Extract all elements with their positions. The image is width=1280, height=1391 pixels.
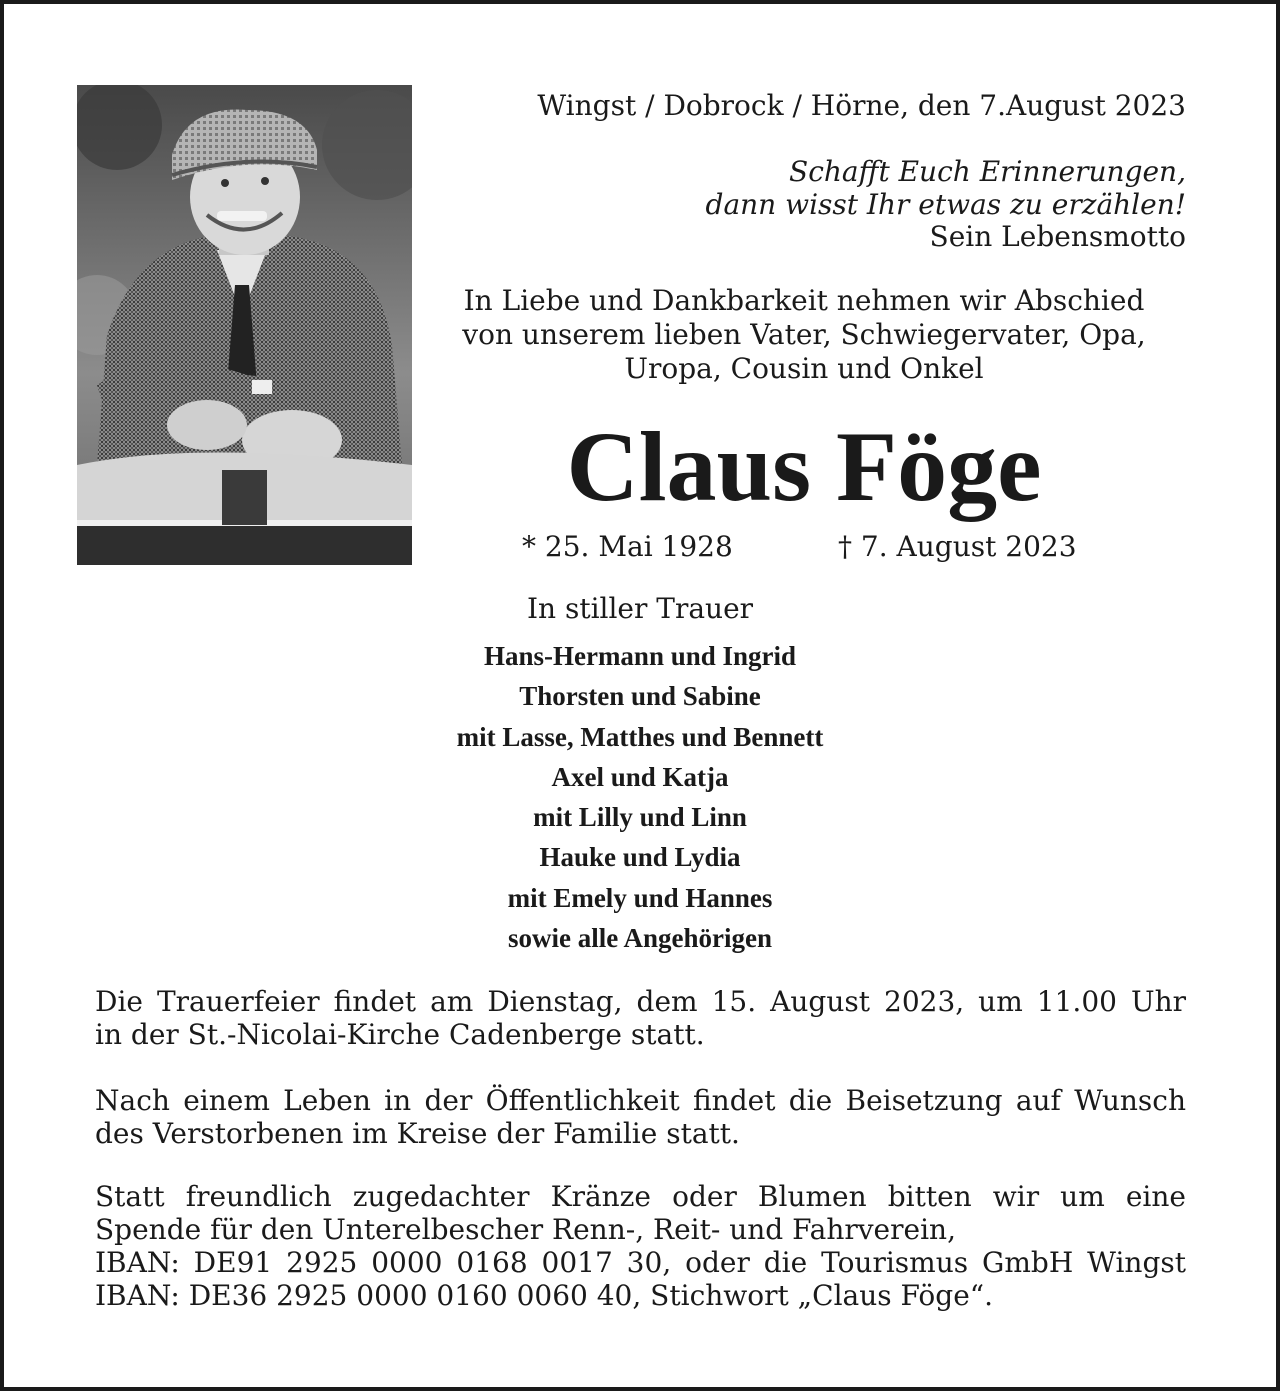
mourner-line: Hauke und Lydia xyxy=(539,842,741,873)
mourner-line: sowie alle Angehörigen xyxy=(508,923,772,954)
mourner-line: Axel und Katja xyxy=(551,761,729,792)
mourner-line: mit Lilly und Linn xyxy=(533,802,747,833)
donation-line: IBAN: DE91 2925 0000 0168 0017 30, oder die Tourismus GmbH Wingst xyxy=(95,1246,1186,1279)
mourner-line: Hans-Hermann und Ingrid xyxy=(483,641,797,671)
mourner-line: mit Lasse, Matthes und Bennett xyxy=(456,721,824,752)
mourner-line: mit Emely und Hannes xyxy=(507,882,773,913)
donation-info xyxy=(95,1180,1186,1312)
funeral-info xyxy=(95,985,1186,1051)
deceased-name: Claus Föge xyxy=(566,411,1042,522)
motto-attribution: Sein Lebensmotto xyxy=(929,220,1186,253)
motto-line: dann wisst Ihr etwas zu erzählen! xyxy=(705,188,1186,221)
funeral-line: in der St.-Nicolai-Kirche Cadenberge statt. xyxy=(95,1018,705,1051)
farewell-text xyxy=(420,284,1188,386)
farewell-line: In Liebe und Dankbarkeit nehmen wir Abschied xyxy=(463,284,1145,317)
motto-line: Schafft Euch Erinnerungen, xyxy=(789,155,1186,188)
mourner-line: Thorsten und Sabine xyxy=(519,681,761,712)
mourners-list xyxy=(340,636,940,958)
burial-line: Nach einem Leben in der Öffentlichkeit findet die Beisetzung auf Wunsch xyxy=(95,1084,1186,1117)
donation-line: Spende für den Unterelbescher Renn-, Reit- und Fahrverein, xyxy=(95,1213,956,1246)
birth-date: * 25. Mai 1928 xyxy=(522,530,733,563)
place-date-line: Wingst / Dobrock / Hörne, den 7.August 2023 xyxy=(537,89,1186,122)
mourning-label: In stiller Trauer xyxy=(526,592,754,625)
funeral-line: Die Trauerfeier findet am Dienstag, dem 15. August 2023, um 11.00 Uhr xyxy=(95,985,1186,1018)
burial-line: des Verstorbenen im Kreise der Familie statt. xyxy=(95,1117,740,1150)
donation-line: IBAN: DE36 2925 0000 0160 0060 40, Stichwort „Claus Föge“. xyxy=(95,1279,993,1312)
death-date: † 7. August 2023 xyxy=(838,530,1077,563)
burial-info xyxy=(95,1084,1186,1150)
life-motto xyxy=(600,155,1186,221)
portrait-photo xyxy=(77,85,412,565)
farewell-line: Uropa, Cousin und Onkel xyxy=(624,352,984,385)
donation-line: Statt freundlich zugedachter Kränze oder Blumen bitten wir um eine xyxy=(95,1180,1186,1213)
farewell-line: von unserem lieben Vater, Schwiegervater, Opa, xyxy=(462,318,1146,351)
